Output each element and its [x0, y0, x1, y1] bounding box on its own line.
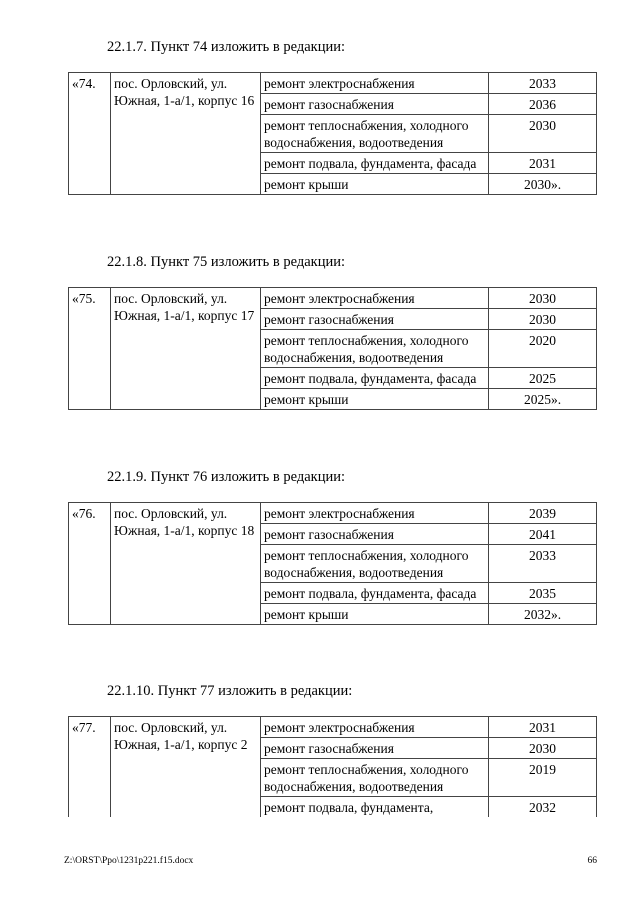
repair-table: [68, 716, 597, 817]
address-cell: пос. Орловский, ул. Южная, 1-а/1, корпус 17: [111, 288, 261, 410]
address-cell: пос. Орловский, ул. Южная, 1-а/1, корпус 2: [111, 717, 261, 818]
table-row: [69, 73, 597, 94]
work-cell: ремонт электроснабжения: [261, 717, 489, 738]
work-cell: ремонт газоснабжения: [261, 94, 489, 115]
work-cell: ремонт теплоснабжения, холодного водоснабжения, водоотведения: [261, 545, 489, 583]
year-cell: 2036: [489, 94, 597, 115]
year-cell: 2033: [489, 545, 597, 583]
year-cell: 2039: [489, 503, 597, 524]
work-cell: ремонт электроснабжения: [261, 73, 489, 94]
work-cell: ремонт электроснабжения: [261, 288, 489, 309]
year-cell: 2030: [489, 309, 597, 330]
work-cell: ремонт подвала, фундамента, фасада: [261, 153, 489, 174]
table-row: [69, 503, 597, 524]
item-number: «77.: [69, 717, 111, 818]
work-cell: ремонт газоснабжения: [261, 738, 489, 759]
year-cell: 2035: [489, 583, 597, 604]
year-cell: 2030: [489, 115, 597, 153]
repair-table: [68, 287, 597, 410]
section-heading: 22.1.8. Пункт 75 изложить в редакции:: [107, 254, 346, 270]
year-cell: 2031: [489, 153, 597, 174]
work-cell: ремонт крыши: [261, 174, 489, 195]
year-cell: 2030: [489, 288, 597, 309]
work-cell: ремонт подвала, фундамента, фасада: [261, 583, 489, 604]
table-row: [69, 717, 597, 738]
item-number: «74.: [69, 73, 111, 195]
year-cell: 2032: [489, 797, 597, 818]
address-cell: пос. Орловский, ул. Южная, 1-а/1, корпус 18: [111, 503, 261, 625]
year-cell: 2025: [489, 368, 597, 389]
address-cell: пос. Орловский, ул. Южная, 1-а/1, корпус 16: [111, 73, 261, 195]
work-cell: ремонт газоснабжения: [261, 524, 489, 545]
year-cell: 2033: [489, 73, 597, 94]
section-heading: 22.1.7. Пункт 74 изложить в редакции:: [107, 39, 346, 55]
year-cell: 2041: [489, 524, 597, 545]
section-heading: 22.1.10. Пункт 77 изложить в редакции:: [107, 683, 353, 699]
repair-table: [68, 502, 597, 625]
work-cell: ремонт теплоснабжения, холодного водоснабжения, водоотведения: [261, 115, 489, 153]
section-heading: 22.1.9. Пункт 76 изложить в редакции:: [107, 469, 346, 485]
work-cell: ремонт теплоснабжения, холодного водоснабжения, водоотведения: [261, 759, 489, 797]
item-number: «75.: [69, 288, 111, 410]
repair-table: [68, 72, 597, 195]
page-footer: [64, 856, 597, 866]
work-cell: ремонт электроснабжения: [261, 503, 489, 524]
year-cell: 2031: [489, 717, 597, 738]
work-cell: ремонт крыши: [261, 604, 489, 625]
work-cell: ремонт крыши: [261, 389, 489, 410]
year-cell: 2032».: [489, 604, 597, 625]
year-cell: 2020: [489, 330, 597, 368]
year-cell: 2025».: [489, 389, 597, 410]
work-cell: ремонт подвала, фундамента,: [261, 797, 489, 818]
year-cell: 2030: [489, 738, 597, 759]
year-cell: 2030».: [489, 174, 597, 195]
file-path: Z:\ORST\Ppo\1231p221.f15.docx: [64, 856, 194, 866]
work-cell: ремонт теплоснабжения, холодного водоснабжения, водоотведения: [261, 330, 489, 368]
table-row: [69, 288, 597, 309]
year-cell: 2019: [489, 759, 597, 797]
page-number: 66: [587, 856, 597, 866]
item-number: «76.: [69, 503, 111, 625]
work-cell: ремонт подвала, фундамента, фасада: [261, 368, 489, 389]
work-cell: ремонт газоснабжения: [261, 309, 489, 330]
